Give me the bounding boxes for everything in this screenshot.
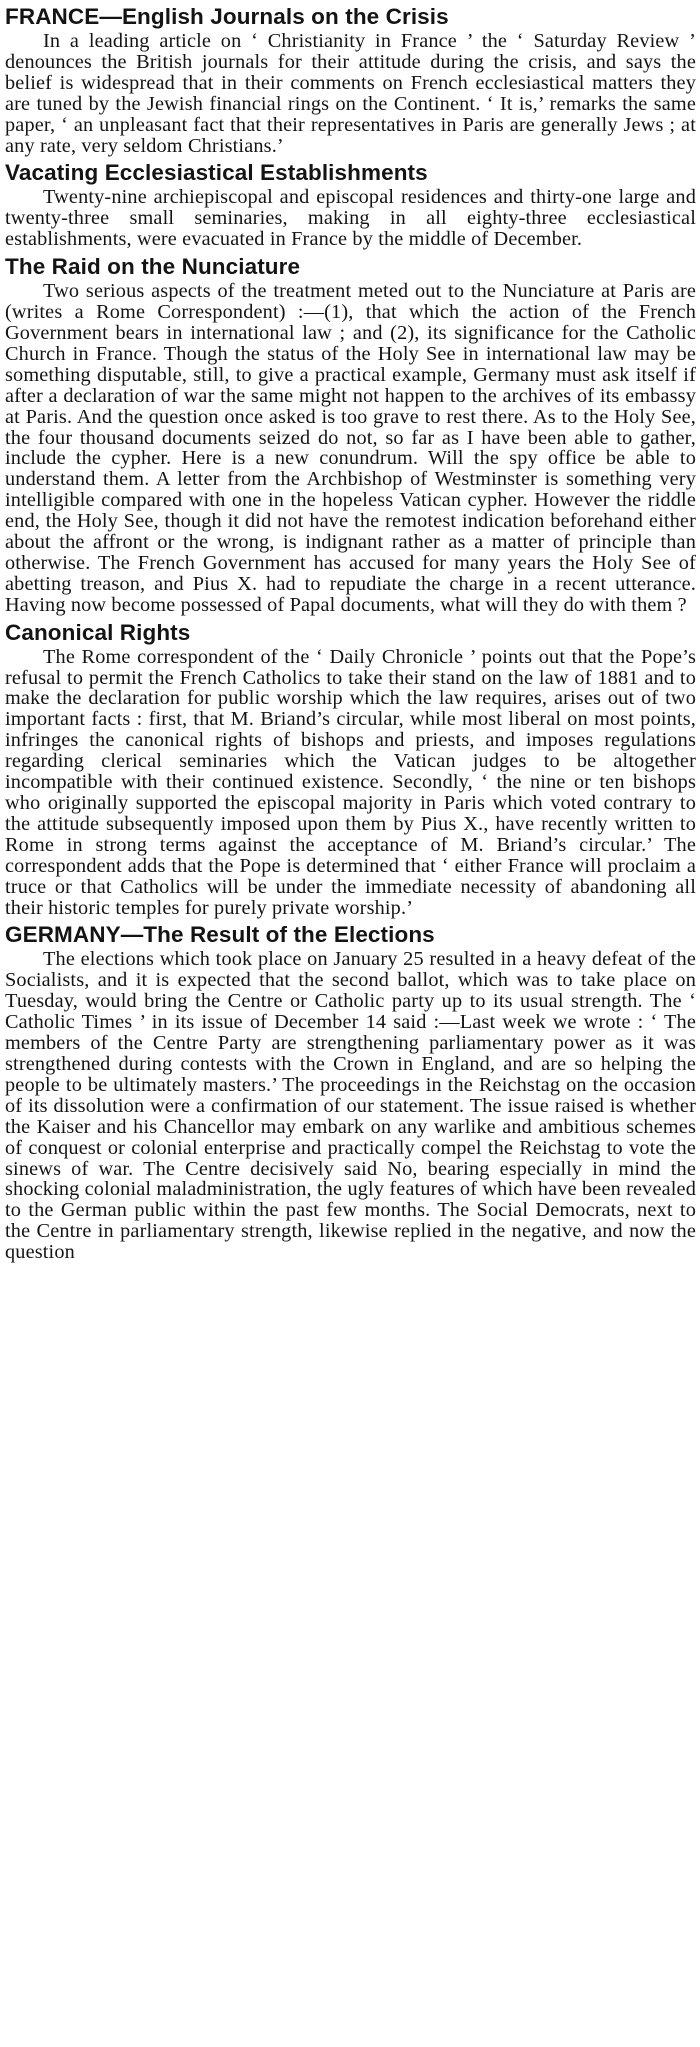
section-heading-canonical: Canonical Rights <box>5 619 191 645</box>
article-paragraph: Two serious aspects of the treatment meted out to the Nunciature at Paris are (writes a Rome Correspondent) :—(1), that which the action of the French Government bears in international law ; and (2), its significance for the Catholic Church in France. Though the status of the Holy See in international law may be something disputable, still, to give a practical example, Germany must ask itself if after a declaration of war the same might not happen to the archives of its embassy at Paris. And the question once asked is too grave to rest there. As to the Holy See, the four thousand documents seized do not, so far as I have been able to gather, include the cypher. Here is a new conundrum. Will the spy office be able to understand them. A letter from the Archbishop of Westminster is something very intelligible compared with one in the hopeless Vatican cypher. However the riddle end, the Holy See, though it did not have the remotest indication beforehand either about the affront or the wrong, is indignant rather as a matter of principle than otherwise. The French Government has accused for many years the Holy See of abetting treason, and Pius X. had to repudiate the charge in a recent utterance. Having now become possessed of Papal documents, what will they do with them ? <box>5 280 696 616</box>
article-paragraph: In a leading article on ‘ Christianity in France ’ the ‘ Saturday Review ’ denounces the British journals for their attitude during the crisis, and says the belief is widespread that in their comments on French ecclesiastical matters they are tuned by the Jewish financial rings on the Continent. ‘ It is,’ remarks the same paper, ‘ an unpleasant fact that their representatives in Paris are generally Jews ; at any rate, very seldom Christians.’ <box>5 30 696 157</box>
article-paragraph: Twenty-nine archiepiscopal and episcopal residences and thirty-one large and twenty-three small seminaries, making in all eighty-three ecclesiastical establishments, were evacuated in France by the middle of December. <box>5 186 696 251</box>
section-heading-germany: GERMANY—The Result of the Elections <box>5 922 435 948</box>
article-paragraph: The Rome correspondent of the ‘ Daily Chronicle ’ points out that the Pope’s refusal to permit the French Catholics to take their stand on the law of 1881 and to make the declaration for public worship which the law requires, arises out of two important facts : first, that M. Briand’s circular, while most liberal on most points, infringes the canonical rights of bishops and priests, and imposes regulations regarding clerical seminaries which the Vatican judges to be altogether incompatible with their continued existence. Secondly, ‘ the nine or ten bishops who originally supported the episcopal majority in Paris which voted contrary to the attitude subsequently imposed upon them by Pius X., have recently written to Rome in strong terms against the acceptance of M. Briand’s circular.’ The correspondent adds that the Pope is determined that ‘ either France will proclaim a truce or that Catholics will be under the immediate necessity of abandoning all their historic temples for purely private worship.’ <box>5 645 696 919</box>
article-paragraph: The elections which took place on January 25 resulted in a heavy defeat of the Socialists, and it is expected that the second ballot, which was to take place on Tuesday, would bring the Centre or Catholic party up to its usual strength. The ‘ Catholic Times ’ in its issue of December 14 said :—Last week we wrote : ‘ The members of the Centre Party are strengthening parliamentary power as it was strengthened during contests with the Crown in England, and are so helping the people to be ultimately masters.’ The proceedings in the Reichstag on the occasion of its dissolution were a confirmation of our statement. The issue raised is whether the Kaiser and his Chancellor may embark on any warlike and ambitious schemes of conquest or colonial enterprise and practically compel the Reichstag to vote the sinews of war. The Centre decisively said No, bearing especially in mind the shocking colonial maladministration, the ugly features of which have been revealed to the German public within the past few months. The Social Democrats, next to the Centre in parliamentary strength, likewise replied in the negative, and now the question <box>5 948 696 1264</box>
section-heading-nunciature: The Raid on the Nunciature <box>5 254 301 280</box>
section-heading-ecclesiastical: Vacating Ecclesiastical Establishments <box>5 160 428 186</box>
section-heading-france: FRANCE—English Journals on the Crisis <box>5 4 449 29</box>
